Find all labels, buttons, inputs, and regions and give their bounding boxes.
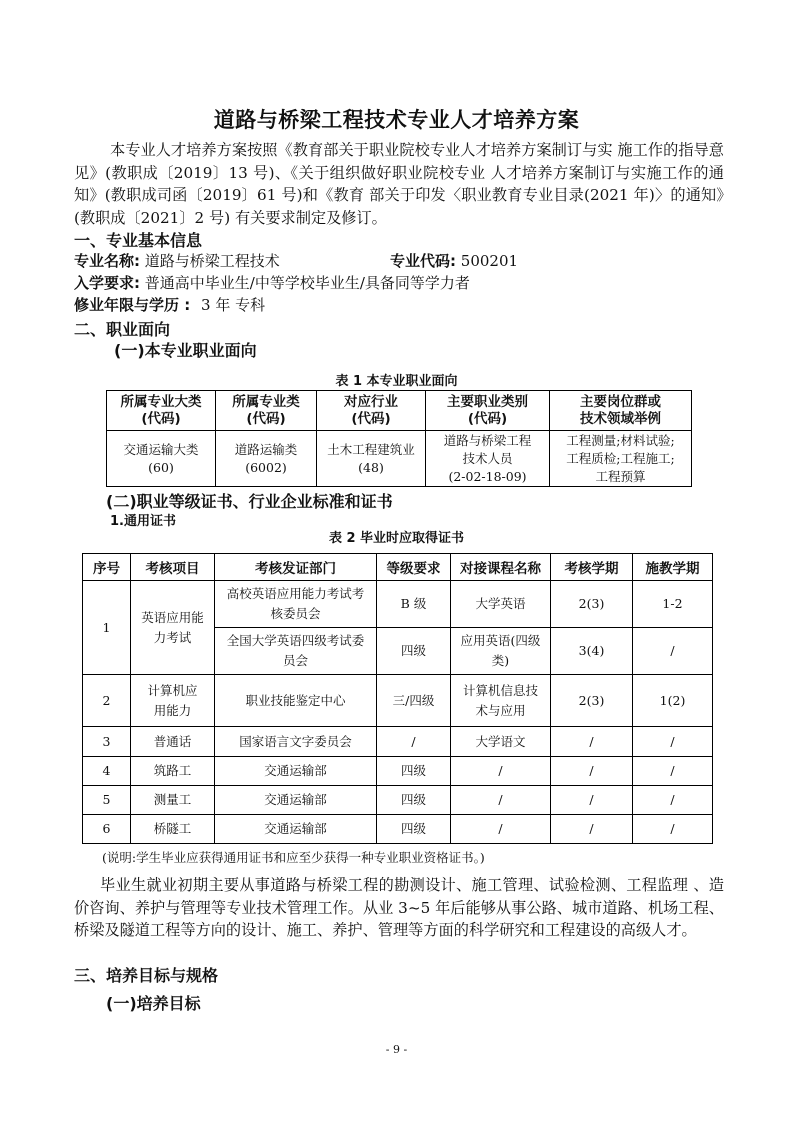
header-teach-term: 施教学期 — [633, 554, 713, 581]
cell-course: / — [451, 786, 551, 815]
admission-label: 入学要求: — [74, 274, 140, 292]
table-row — [83, 786, 713, 815]
cell-dept: 交通运输部 — [215, 757, 377, 786]
cell-course: 大学英语 — [451, 581, 551, 628]
subsection-certificates: (二)职业等级证书、行业企业标准和证书 — [106, 492, 393, 511]
cell-level: 四级 — [377, 815, 451, 844]
header-occupation: 主要职业类别 (代码) — [426, 391, 550, 431]
header-course: 对接课程名称 — [451, 554, 551, 581]
cell-course: / — [451, 757, 551, 786]
years-line — [74, 294, 265, 315]
cell-item: 筑路工 — [131, 757, 215, 786]
subsection-general-certificates: 1.通用证书 — [110, 514, 176, 529]
cell-positions: 工程测量;材料试验; 工程质检;工程施工; 工程预算 — [550, 431, 692, 487]
cell-dept: 职业技能鉴定中心 — [215, 675, 377, 727]
cell-exam-term: 2(3) — [551, 675, 633, 727]
cell-major-category: 交通运输大类 (60) — [107, 431, 216, 487]
section-heading-basic-info: 一、专业基本信息 — [74, 231, 203, 250]
cell-teach-term: 1(2) — [633, 675, 713, 727]
cell-exam-term: 3(4) — [551, 628, 633, 675]
cell-teach-term: / — [633, 628, 713, 675]
cell-course: 大学语文 — [451, 727, 551, 757]
header-dept: 考核发证部门 — [215, 554, 377, 581]
cell-exam-term: / — [551, 757, 633, 786]
cell-item: 测量工 — [131, 786, 215, 815]
page-title: 道路与桥梁工程技术专业人才培养方案 — [213, 108, 580, 132]
cell-occupation: 道路与桥梁工程 技术人员 (2-02-18-09) — [426, 431, 550, 487]
table-row — [83, 757, 713, 786]
years-label: 修业年限与学历 : — [74, 296, 191, 314]
table1-caption: 表 1 本专业职业面向 — [335, 374, 458, 389]
cell-item: 普通话 — [131, 727, 215, 757]
cell-course: / — [451, 815, 551, 844]
cell-no: 3 — [83, 727, 131, 757]
header-positions: 主要岗位群或 技术领域举例 — [550, 391, 692, 431]
admission-line — [74, 272, 470, 293]
cell-teach-term: / — [633, 757, 713, 786]
cell-item: 英语应用能力考试 — [131, 581, 215, 675]
cell-level: B 级 — [377, 581, 451, 628]
table-row — [83, 581, 713, 628]
cell-dept: 交通运输部 — [215, 815, 377, 844]
major-code-line — [390, 250, 518, 271]
cell-no: 4 — [83, 757, 131, 786]
cell-no: 2 — [83, 675, 131, 727]
major-name-line — [74, 250, 280, 271]
major-name-value: 道路与桥梁工程技术 — [144, 252, 280, 270]
subsection-career-orientation: (一)本专业职业面向 — [114, 341, 257, 360]
cell-exam-term: 2(3) — [551, 581, 633, 628]
page-number: - 9 - — [385, 1043, 408, 1056]
cell-no: 5 — [83, 786, 131, 815]
cell-no: 6 — [83, 815, 131, 844]
years-value: 3 年 专科 — [201, 296, 266, 314]
header-level: 等级要求 — [377, 554, 451, 581]
cell-teach-term: / — [633, 786, 713, 815]
cell-teach-term: / — [633, 815, 713, 844]
cell-dept: 国家语言文字委员会 — [215, 727, 377, 757]
cell-teach-term: / — [633, 727, 713, 757]
cell-industry: 土木工程建筑业 (48) — [317, 431, 426, 487]
table2-caption: 表 2 毕业时应取得证书 — [328, 531, 465, 546]
cell-course: 应用英语(四级类) — [451, 628, 551, 675]
cell-level: 四级 — [377, 757, 451, 786]
header-major-category: 所属专业大类 (代码) — [107, 391, 216, 431]
table-row — [83, 815, 713, 844]
header-item: 考核项目 — [131, 554, 215, 581]
cell-level: 四级 — [377, 786, 451, 815]
header-major-class: 所属专业类 (代码) — [216, 391, 317, 431]
cell-dept: 全国大学英语四级考试委员会 — [215, 628, 377, 675]
cell-item: 桥隧工 — [131, 815, 215, 844]
certificate-table-header — [83, 554, 713, 581]
major-code-value: 500201 — [460, 252, 519, 270]
table-row — [83, 675, 713, 727]
cell-teach-term: 1-2 — [633, 581, 713, 628]
employment-paragraph: 毕业生就业初期主要从事道路与桥梁工程的勘测设计、施工管理、试验检测、工程监理 、造价咨询、养护与管理等专业技术管理工作。从业 3~5 年后能够从事公路、城市道路、机场工程、桥梁及隧道工程等方向的设计、施工、养护、管理等方面的科学研究和工程建设的高级人才。 — [74, 876, 724, 939]
cell-level: 四级 — [377, 628, 451, 675]
cell-dept: 高校英语应用能力考试考核委员会 — [215, 581, 377, 628]
section-heading-objectives: 三、培养目标与规格 — [74, 966, 219, 985]
cell-major-class: 道路运输类 (6002) — [216, 431, 317, 487]
section-heading-career: 二、职业面向 — [74, 320, 171, 339]
career-table-header — [107, 391, 692, 431]
table-note: (说明:学生毕业应获得通用证书和应至少获得一种专业职业资格证书。) — [102, 850, 485, 865]
table-row — [83, 727, 713, 757]
admission-value: 普通高中毕业生/中等学校毕业生/具备同等学力者 — [144, 274, 470, 292]
cell-exam-term: / — [551, 786, 633, 815]
major-code-label: 专业代码: — [390, 252, 456, 270]
certificate-table — [82, 553, 713, 844]
cell-dept: 交通运输部 — [215, 786, 377, 815]
career-table-row — [107, 431, 692, 487]
intro-paragraph: 本专业人才培养方案按照《教育部关于职业院校专业人才培养方案制订与实 施工作的指导意见》(教职成〔2019〕13 号)、《关于组织做好职业院校专业 人才培养方案制订与实施工作的通知》(教职成司函〔2019〕61 号)和《教育 部关于印发〈职业教育专业目录(2021 年)〉的通知》(教职成〔2021〕2 号) 有关要求制定及修订。 — [74, 141, 724, 227]
cell-exam-term: / — [551, 815, 633, 844]
cell-level: / — [377, 727, 451, 757]
header-industry: 对应行业 (代码) — [317, 391, 426, 431]
cell-level: 三/四级 — [377, 675, 451, 727]
career-table — [106, 390, 692, 487]
header-no: 序号 — [83, 554, 131, 581]
major-name-label: 专业名称: — [74, 252, 140, 270]
subsection-objectives: (一)培养目标 — [106, 994, 201, 1013]
header-exam-term: 考核学期 — [551, 554, 633, 581]
cell-item: 计算机应用能力 — [131, 675, 215, 727]
cell-course: 计算机信息技术与应用 — [451, 675, 551, 727]
cell-no: 1 — [83, 581, 131, 675]
cell-exam-term: / — [551, 727, 633, 757]
